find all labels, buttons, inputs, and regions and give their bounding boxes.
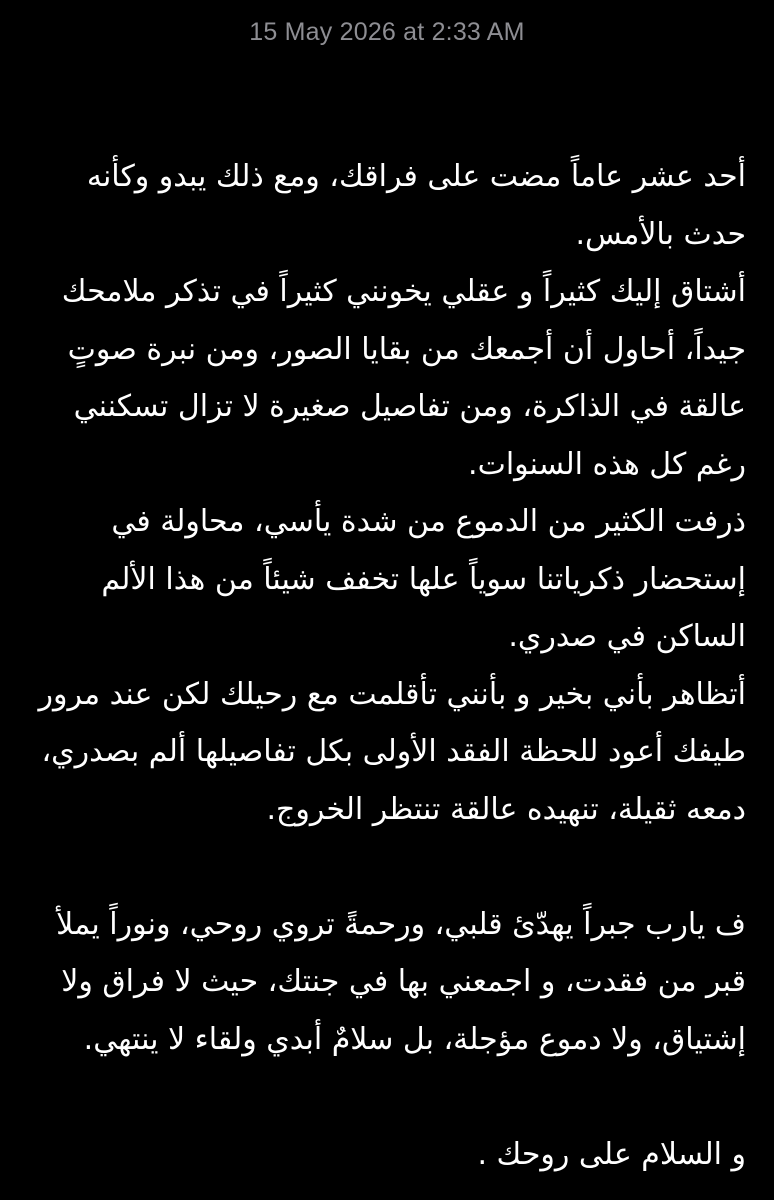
note-timestamp: 15 May 2026 at 2:33 AM	[249, 18, 525, 46]
note-paragraph-2: أشتاق إليك كثيراً و عقلي يخونني كثيراً في تذكر ملامحك جيداً، أحاول أن أجمعك من بقايا الصور، ومن نبرة صوتٍ عالقة في الذاكرة، ومن تفاصيل صغيرة لا تزال تسكنني رغم كل هذه السنوات.	[61, 274, 746, 482]
note-paragraph-3: ذرفت الكثير من الدموع من شدة يأسي، محاولة في إستحضار ذكرياتنا سوياً علها تخفف شيئاً من هذا الألم الساكن في صدري.	[101, 504, 746, 654]
note-body[interactable]	[28, 148, 746, 1183]
blank-line	[28, 838, 746, 896]
note-paragraph-1: أحد عشر عاماً مضت على فراقك، ومع ذلك يبدو وكأنه حدث بالأمس.	[86, 159, 746, 252]
note-paragraph-4: أتظاهر بأني بخير و بأنني تأقلمت مع رحيلك لكن عند مرور طيفك أعود للحظة الفقد الأولى بكل تفاصيلها ألم بصدري، دمعه ثقيلة، تنهيده عالقة تنتظر الخروج.	[38, 676, 746, 827]
blank-line	[28, 1068, 746, 1126]
note-paragraph-6: و السلام على روحك .	[477, 1136, 746, 1172]
note-paragraph-5: ف يارب جبراً يهدّئ قلبي، ورحمةً تروي روحي، ونوراً يملأ قبر من فقدت، و اجمعني بها في جنتك، حيث لا فراق ولا إشتياق، ولا دموع مؤجلة، بل سلامٌ أبدي ولقاء لا ينتهي.	[56, 906, 746, 1057]
